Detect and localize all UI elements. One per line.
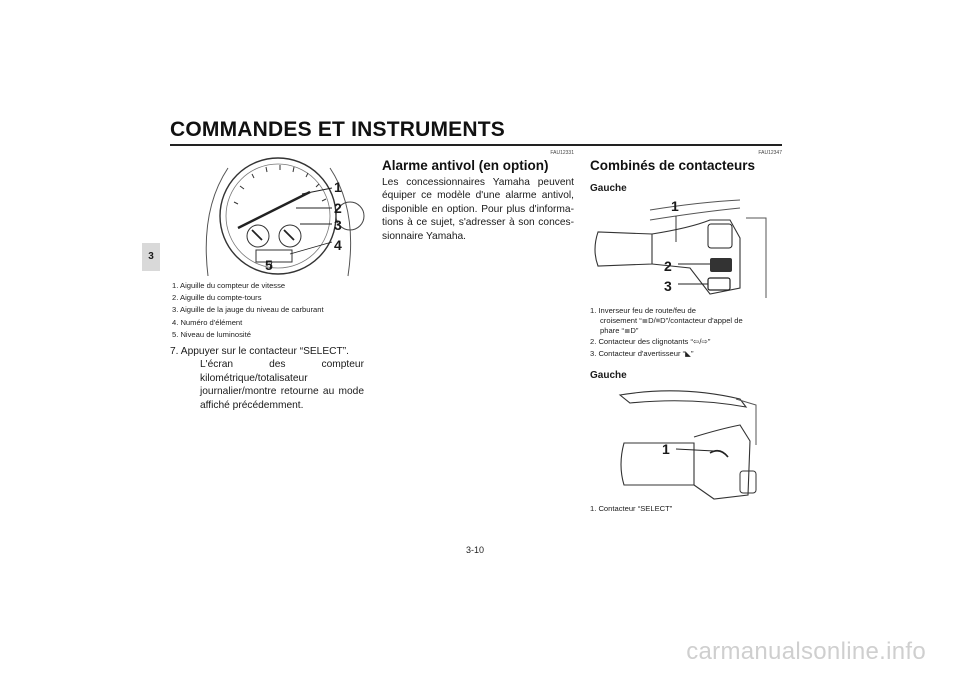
callout-1: 1 bbox=[334, 179, 342, 195]
high-beam-icon: ≣D bbox=[624, 326, 636, 335]
caption-item: 3. Aiguille de la jauge du niveau de carburant bbox=[172, 305, 324, 315]
caption-item: 1. Aiguille du compteur de vitesse bbox=[172, 281, 286, 290]
caption-text: 3. Contacteur d'avertisseur “ bbox=[590, 349, 686, 359]
watermark: carmanualsonline.info bbox=[686, 638, 926, 665]
caption-text: phare “ bbox=[600, 326, 625, 335]
callout-2: 2 bbox=[334, 200, 342, 216]
section-body: Les concessionnaires Yamaha peuvent équiper ce modèle d'une alarme antivol, disponible en option. Pour plus d'informations à ce sujet, s'adresser à son concessionnaire Yamaha. bbox=[382, 177, 574, 242]
caption-text: ” bbox=[691, 349, 694, 359]
step-first-line: Appuyer sur le contacteur “SELECT”. bbox=[180, 346, 349, 358]
step-continuation: L'écran des compteur kilométrique/totalisateur journalier/montre retourne au mode affiché précédemment. bbox=[200, 359, 364, 411]
callout-3: 3 bbox=[664, 278, 672, 294]
step-7 bbox=[172, 345, 364, 412]
caption-text: croisement “ bbox=[600, 316, 642, 325]
caption-item bbox=[590, 348, 782, 360]
step-number: 7. bbox=[170, 346, 179, 358]
page-number: 3-10 bbox=[466, 545, 485, 555]
caption-item: 2. Aiguille du compte-tours bbox=[172, 293, 262, 303]
page-header bbox=[170, 118, 782, 146]
header-rule bbox=[170, 144, 782, 146]
section-code: FAU12347 bbox=[758, 150, 782, 156]
callout-1: 1 bbox=[662, 441, 670, 458]
select-switch-caption: 1. Contacteur “SELECT” bbox=[590, 504, 673, 514]
column-instruments bbox=[172, 150, 364, 412]
select-switch-illustration bbox=[590, 385, 782, 501]
speedometer-illustration bbox=[198, 150, 368, 278]
subsection-title: Gauche bbox=[590, 370, 627, 382]
page-title: COMMANDES ET INSTRUMENTS bbox=[170, 118, 505, 141]
select-switch-figure bbox=[590, 385, 782, 501]
callout-5: 5 bbox=[265, 257, 273, 273]
section-code: FAU12331 bbox=[550, 150, 574, 156]
chapter-tab: 3 bbox=[142, 243, 160, 271]
caption-item-continuation bbox=[590, 316, 782, 326]
turn-signal-icon: ⇦/⇨ bbox=[693, 337, 708, 346]
section-title: Alarme antivol (en option) bbox=[382, 158, 549, 173]
high-low-beam-icon: ≣D/≡D bbox=[641, 316, 666, 325]
callout-4: 4 bbox=[334, 237, 342, 253]
column-switches bbox=[590, 150, 782, 516]
caption-text: ”/contacteur d'appel de bbox=[665, 316, 743, 325]
callout-1: 1 bbox=[671, 198, 679, 214]
caption-text: ” bbox=[635, 326, 639, 335]
section-title: Combinés de contacteurs bbox=[590, 158, 756, 173]
speedometer-captions bbox=[172, 280, 364, 341]
callout-2: 2 bbox=[664, 258, 672, 274]
caption-item: 5. Niveau de luminosité bbox=[172, 329, 251, 339]
caption-text: ” bbox=[707, 337, 711, 346]
caption-item-continuation bbox=[590, 326, 782, 336]
caption-text: 2. Contacteur des clignotants “ bbox=[590, 337, 693, 346]
left-switch-captions bbox=[590, 306, 782, 360]
left-switch-figure bbox=[590, 198, 782, 302]
callout-3: 3 bbox=[334, 217, 342, 233]
caption-item: 4. Numéro d'élément bbox=[172, 317, 243, 327]
left-switch-illustration bbox=[590, 198, 782, 302]
caption-item: 1. Inverseur feu de route/feu de bbox=[590, 306, 696, 315]
caption-item bbox=[590, 336, 782, 348]
horn-icon: ◣ bbox=[685, 349, 691, 359]
column-alarm bbox=[382, 150, 574, 243]
subsection-title: Gauche bbox=[590, 183, 627, 194]
